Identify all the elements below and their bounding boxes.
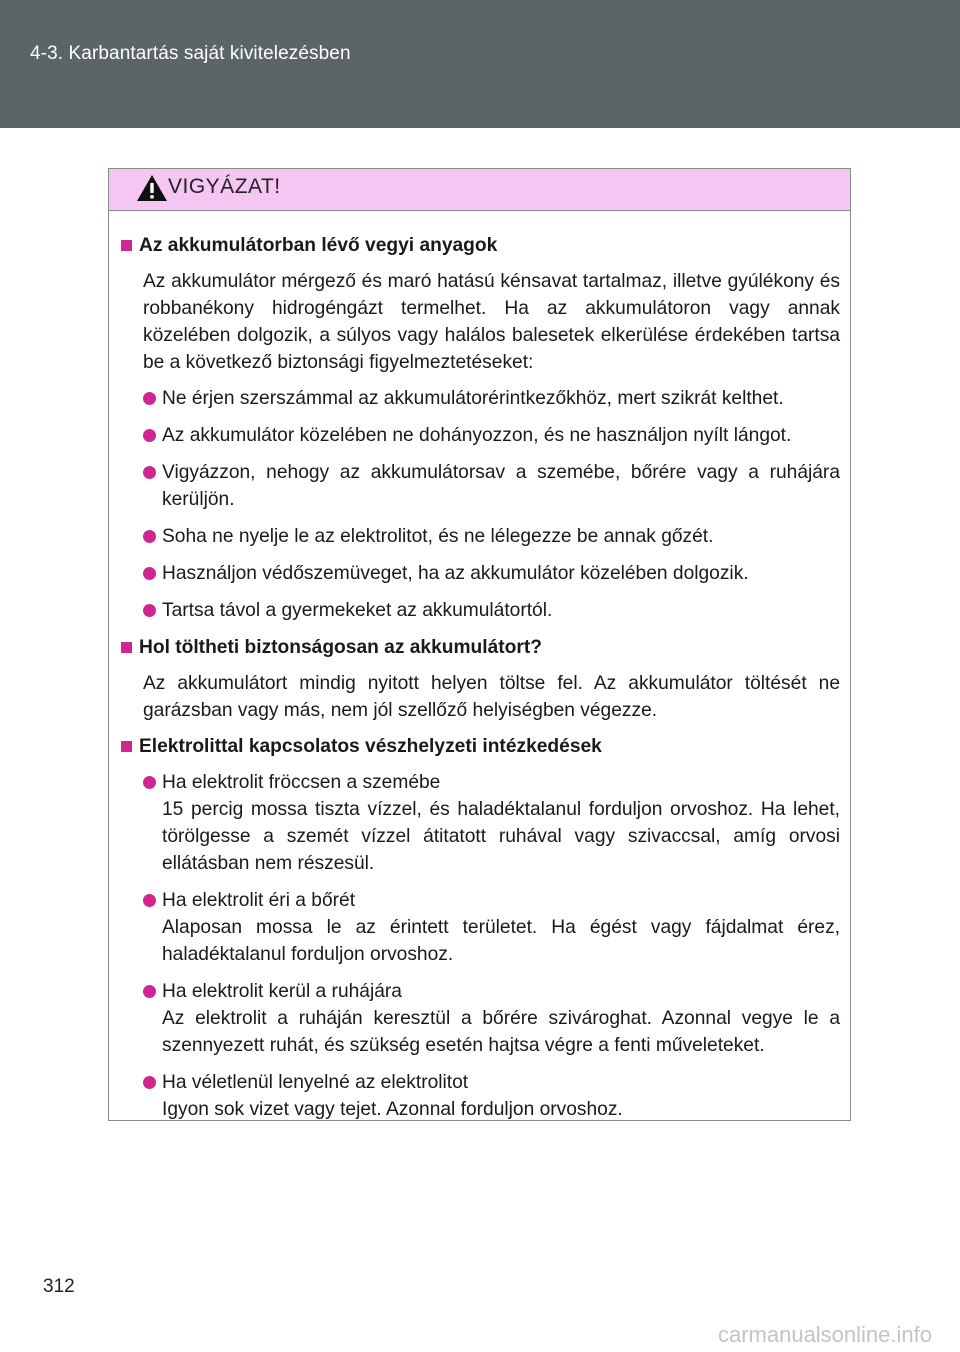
section-title: Elektrolittal kapcsolatos vészhelyzeti intézkedések: [121, 733, 840, 760]
list-item: Tartsa távol a gyermekeket az akkumulátortól.: [143, 597, 840, 624]
list-item: Vigyázzon, nehogy az akkumulátorsav a szemébe, bőrére vagy a ruhájára kerüljön.: [143, 459, 840, 513]
list-item: Használjon védőszemüveget, ha az akkumulátor közelében dolgozik.: [143, 560, 840, 587]
warning-header: [109, 169, 850, 211]
list-item: [143, 1069, 840, 1123]
watermark: carmanualsonline.info: [717, 1322, 932, 1347]
warning-title: VIGYÁZAT!: [168, 175, 281, 198]
list-item-heading: Ha véletlenül lenyelné az elektrolitot: [162, 1072, 469, 1093]
circle-bullet-icon: [143, 604, 156, 617]
section-breadcrumb: 4-3. Karbantartás saját kivitelezésben: [30, 43, 351, 64]
list-item: [143, 769, 840, 877]
list-item: Az akkumulátor közelében ne dohányozzon, és ne használjon nyílt lángot.: [143, 422, 840, 449]
page-header: [0, 0, 960, 128]
paragraph: Az akkumulátor mérgező és maró hatású kénsavat tartalmaz, illetve gyúlékony és robbanékony hidrogéngázt termelhet. Ha az akkumulátoron vagy annak közelében dolgozik, a súlyos vagy halálos balesetek elkerülése érdekében tartsa be a következő biztonsági figyelmeztetéseket:: [143, 271, 840, 373]
list-item-heading: Ha elektrolit fröccsen a szemébe: [162, 772, 441, 793]
section-title: Hol töltheti biztonságosan az akkumulátort?: [121, 634, 840, 661]
list-item-text: 15 percig mossa tiszta vízzel, és haladéktalanul forduljon orvoshoz. Ha lehet, törölgesse a szemét vízzel átitatott ruhával vagy szivaccsal, amíg orvosi ellátásban nem részesül.: [162, 799, 840, 874]
warning-body: [109, 211, 850, 1123]
square-bullet-icon: [121, 642, 132, 653]
circle-bullet-icon: [143, 392, 156, 405]
circle-bullet-icon: [143, 894, 156, 907]
list-item-text: Az elektrolit a ruháján keresztül a bőrére szivároghat. Azonnal vegye le a szennyezett ruhát, és szükség esetén hajtsa végre a fenti műveleteket.: [162, 1008, 840, 1056]
list-item-text: Alaposan mossa le az érintett területet. Ha égést vagy fájdalmat érez, haladéktalanul forduljon orvoshoz.: [162, 917, 840, 965]
list-item: Ne érjen szerszámmal az akkumulátorérintkezőkhöz, mert szikrát kelthet.: [143, 385, 840, 412]
list-item: [143, 978, 840, 1059]
circle-bullet-icon: [143, 1076, 156, 1089]
list-item-text: Igyon sok vizet vagy tejet. Azonnal forduljon orvoshoz.: [162, 1099, 623, 1120]
list-item-heading: Ha elektrolit éri a bőrét: [162, 890, 356, 911]
square-bullet-icon: [121, 741, 132, 752]
circle-bullet-icon: [143, 429, 156, 442]
circle-bullet-icon: [143, 567, 156, 580]
circle-bullet-icon: [143, 985, 156, 998]
circle-bullet-icon: [143, 466, 156, 479]
section-title: Az akkumulátorban lévő vegyi anyagok: [121, 232, 840, 259]
paragraph: Az akkumulátort mindig nyitott helyen töltse fel. Az akkumulátor töltését ne garázsban vagy más, nem jól szellőző helyiségben végezze.: [143, 673, 840, 721]
warning-box: [108, 168, 851, 1121]
page-number: 312: [43, 1276, 75, 1297]
warning-triangle-icon: [135, 173, 169, 203]
square-bullet-icon: [121, 240, 132, 251]
circle-bullet-icon: [143, 530, 156, 543]
circle-bullet-icon: [143, 776, 156, 789]
list-item: Soha ne nyelje le az elektrolitot, és ne lélegezze be annak gőzét.: [143, 523, 840, 550]
list-item-heading: Ha elektrolit kerül a ruhájára: [162, 981, 402, 1002]
list-item: [143, 887, 840, 968]
